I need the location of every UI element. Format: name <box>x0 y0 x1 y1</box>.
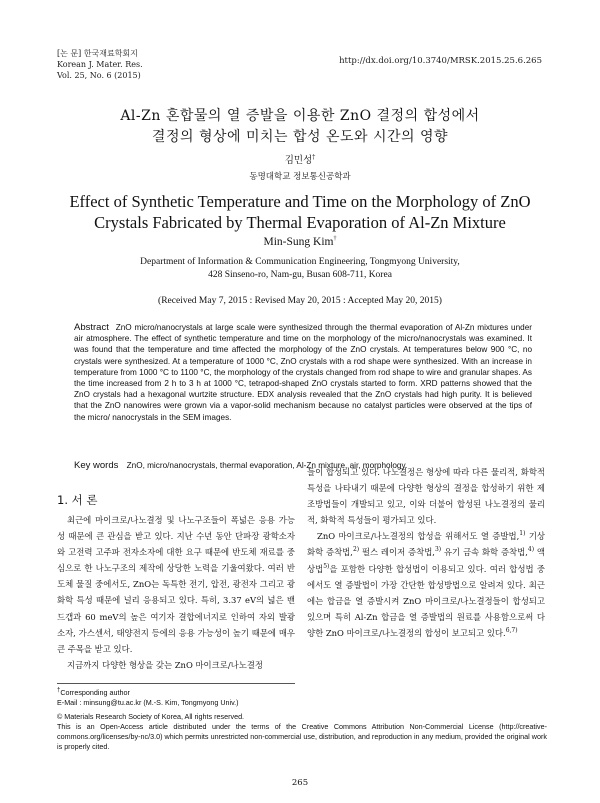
text-span: 기상 화학 증착법, <box>307 531 545 558</box>
paragraph: 최근에 마이크로/나노결정 및 나노구조들이 폭넓은 응용 가능성 때문에 큰 관심을 받고 있다. 지난 수년 동안 단파장 광학소자와 고전력 고주파 전자소자에 대한 요구 때문에 반도체 재료를 중심으로 한 나노구조의 제작에 상당한 노력을 기울여왔다. 여러 반도체 물질 중에서도, ZnO는 독특한 전기, 압전, 광전자 그리고 광화학 특성 때문에 널리 응용되고 있다. 특히, 3.37 eV의 넓은 밴드갭과 60 meV의 높은 여기자 결합에너지로 인하여 자외 발광 소자, 가스센서, 태양전지 등에의 응용 가능성이 높기 때문에 매우 큰 주목을 받고 있다. <box>57 515 295 654</box>
title-en-line1: Effect of Synthetic Temperature and Time on the Morphology of ZnO <box>69 192 531 211</box>
title-ko-line2: 결정의 형상에 미치는 합성 온도와 시간의 영향 <box>151 129 449 145</box>
paragraph: 지금까지 다양한 형상을 갖는 ZnO 마이크로/나노결정 <box>67 659 264 670</box>
keywords-text: ZnO, micro/nanocrystals, thermal evaporation, Al-Zn mixture, air, morphology. <box>126 461 408 470</box>
corresponding-email: E-Mail : minsung@tu.ac.kr (M.-S. Kim, Tongmyong Univ.) <box>57 698 239 707</box>
author-ko-name: 김민성 <box>284 155 313 166</box>
doi-link[interactable]: http://dx.doi.org/10.3740/MRSK.2015.25.6.265 <box>339 56 542 66</box>
paragraph: 들이 합성되고 있다. 나노결정은 형상에 따라 다른 물리적, 화학적 특성을 나타내기 때문에 다양한 형상의 결정을 합성하기 위한 제조방법들이 개발되고 있고, 이와 더불어 합성된 나노결정의 물리적, 화학적 특성들이 평가되고 있다. <box>307 467 545 526</box>
body-column-left <box>57 512 295 673</box>
citation: 2) <box>352 546 360 554</box>
journal-volume: Vol. 25, No. 6 (2015) <box>57 71 141 80</box>
abstract <box>74 322 532 423</box>
title-en <box>0 191 600 233</box>
author-en-name: Min-Sung Kim <box>263 236 334 248</box>
title-en-line2: Crystals Fabricated by Thermal Evaporation of Al-Zn Mixture <box>94 213 506 232</box>
text-span: 펄스 레이저 증착법, <box>361 547 435 558</box>
footnote-corresponding <box>57 688 547 708</box>
title-ko-line1: Al-Zn 혼합물의 열 증발을 이용한 ZnO 결정의 합성에서 <box>120 108 480 124</box>
affiliation-ko: 동명대학교 정보통신공학과 <box>249 172 351 182</box>
citation: 4) <box>527 546 535 554</box>
author-en <box>0 236 600 248</box>
page-number: 265 <box>291 778 309 788</box>
section-heading-introduction: 1. 서 론 <box>57 493 98 507</box>
corresponding-author <box>57 688 547 698</box>
journal-name-ko: [논 문] 한국재료학회지 <box>57 49 138 58</box>
affiliation-en <box>0 256 600 282</box>
journal-name-en: Korean J. Mater. Res. <box>57 60 143 69</box>
license-notice: This is an Open-Access article distributed under the terms of the Creative Commons Attribution Non-Commercial License (http://creative-commons.org/licenses/by-nc/3.0) which permits unrestricted non-commercial use, distribution, and reproduction in any medium, provided the original work is properly cited. <box>57 722 547 751</box>
keywords-label: Key words <box>74 460 119 471</box>
text-span: 액상법 <box>307 547 545 574</box>
copyright-notice: © Materials Research Society of Korea, All rights reserved. <box>57 712 245 721</box>
text-span: ZnO 마이크로/나노결정의 합성을 위해서도 열 증발법, <box>317 531 520 542</box>
corr-mark: † <box>57 687 61 694</box>
corr-label: Corresponding author <box>60 688 130 697</box>
affiliation-en-line2: 428 Sinseno-ro, Nam-gu, Busan 608-711, Korea <box>208 270 392 280</box>
text-span: 을 포함한 다양한 합성법이 이용되고 있다. 여러 합성법 중에서도 열 증발법이 가장 간단한 합성방법으로 알려져 있다. 최근에는 합금을 열 증발시켜 ZnO 마이크로/나노결정들이 합성되고 있으며 특히 Al-Zn 합금을 열 증발법의 원료를 사용함으로써 다양한 ZnO 마이크로/나노결정의 합성이 보고되고 있다. <box>307 563 545 638</box>
journal-header <box>57 48 143 81</box>
body-column-right <box>307 464 545 641</box>
received-dates: (Received May 7, 2015 : Revised May 20, 2015 : Accepted May 20, 2015) <box>158 296 442 306</box>
citation: 1) <box>519 530 526 538</box>
title-ko <box>0 106 600 148</box>
abstract-text: ZnO micro/nanocrystals at large scale were synthesized through the thermal evaporation of Al-Zn mixtures under air atmosphere. The effect of synthetic temperature and time on the morphology of the micro/nanocrystals was examined. It was found that the temperature and time affected the morphology of the ZnO crystals. At temperatures below 900 °C, no crystals were synthesized. At a temperature of 1000 °C, ZnO crystals with a rod shape were synthesized. With an increase in temperature from 1000 °C to 1100 °C, the morphology of the crystals changed from rod shape to wire and granular shapes. As the time increased from 2 h to 3 h at 1000 °C, tetrapod-shaped ZnO crystals started to form. XRD patterns showed that the ZnO crystals had a hexagonal wurtzite structure. EDX analysis revealed that the ZnO crystals had high purity. It is believed that the ZnO nanowires were grown via a vapor-solid mechanism because no catalyst particles were observed at the tips of the micro/ nanocrystals in the SEM images. <box>74 323 533 422</box>
paragraph <box>307 528 545 641</box>
author-ko-mark: † <box>312 153 316 161</box>
author-en-mark: † <box>333 236 337 243</box>
footnote-license <box>57 712 547 752</box>
affiliation-en-line1: Department of Information & Communication Engineering, Tongmyong University, <box>140 257 460 267</box>
author-ko <box>0 152 600 166</box>
text-span: 유기 금속 화학 증착법, <box>443 547 528 558</box>
citation: 5) <box>323 562 330 570</box>
citation: 6,7) <box>505 627 518 635</box>
citation: 3) <box>434 546 442 554</box>
footnote-divider <box>57 683 295 684</box>
abstract-label: Abstract <box>74 322 109 333</box>
